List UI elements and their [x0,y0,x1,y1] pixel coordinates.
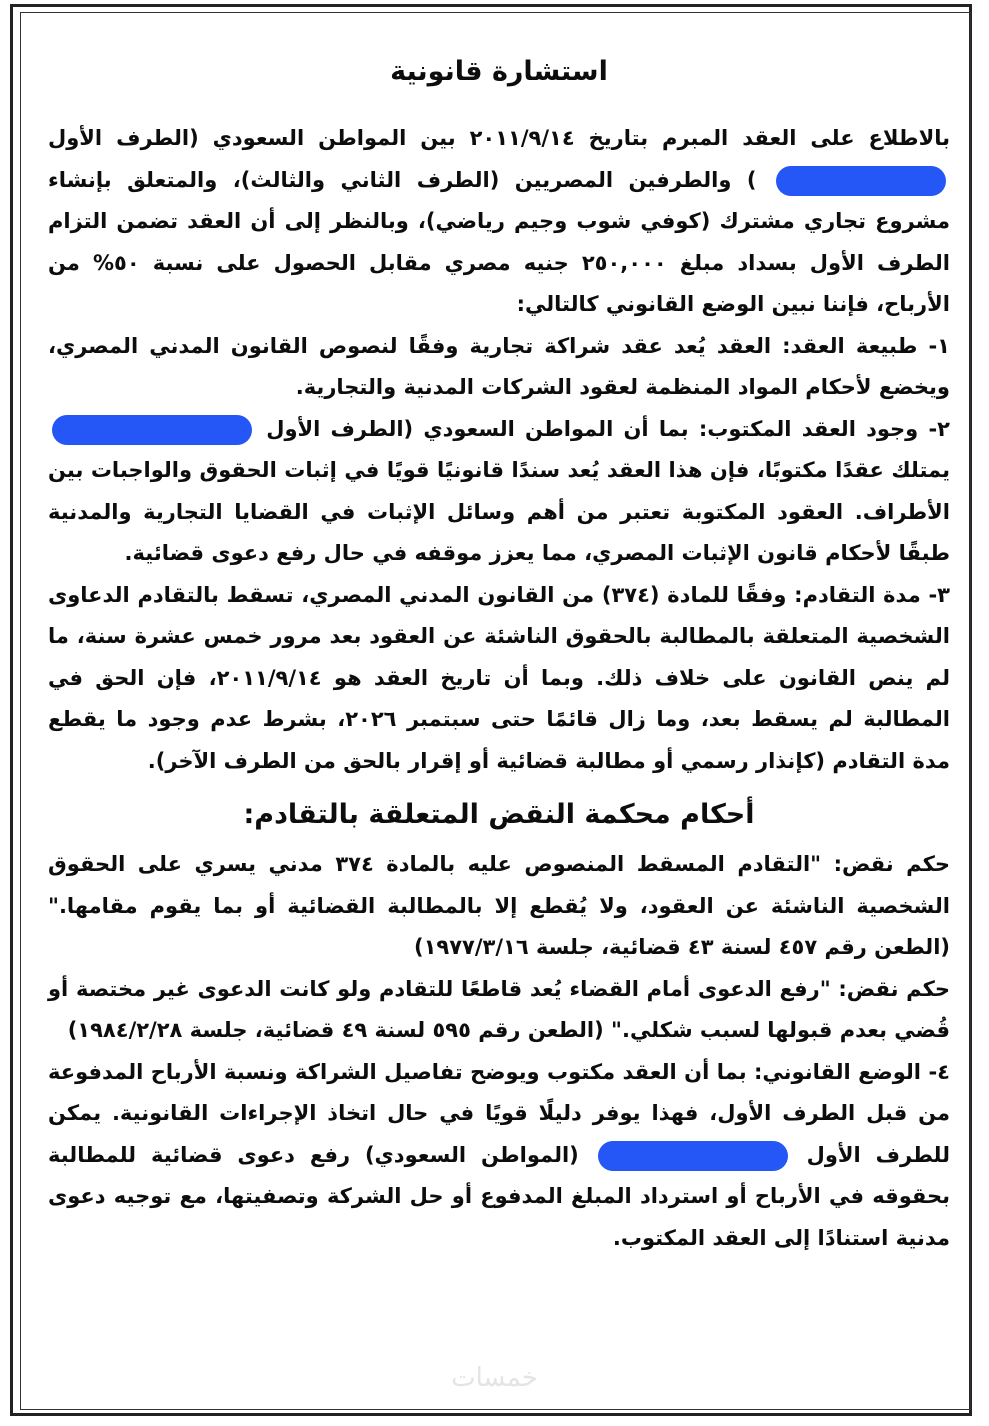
point-3: ٣- مدة التقادم: وفقًا للمادة (٣٧٤) من القانون المدني المصري، تسقط بالتقادم الدعاوى الشخصية المتعلقة بالمطالبة بالحقوق الناشئة عن العقود بعد مرور خمس عشرة سنة، ما لم ينص القانون على خلاف ذلك. وبما أن تاريخ العقد هو ٢٠١١/٩/١٤، فإن الحق في المطالبة لم يسقط بعد، وما زال قائمًا حتى سبتمبر ٢٠٢٦، بشرط عدم وجود ما يقطع مدة التقادم (كإنذار رسمي أو مطالبة قضائية أو إقرار بالحق من الطرف الآخر). [48,582,950,773]
point-2-text-2: يمتلك عقدًا مكتوبًا، فإن هذا العقد يُعد سندًا قانونيًا قويًا في إثبات الحقوق والواجبات بين الأطراف. العقود المكتوبة تعتبر من أهم وسائل الإثبات في القضايا التجارية والمدنية طبقًا لأحكام قانون الإثبات المصري، مما يعزز موقفه في حال رفع دعوى قضائية. [48,458,950,565]
point-4 [48,1052,950,1260]
intro-paragraph [48,118,950,326]
redaction-mark [52,415,252,445]
point-4-text-2: (المواطن السعودي) رفع دعوى قضائية للمطالبة بحقوقه في الأرباح أو استرداد المبلغ المدفوع أو حل الشركة وتصفيتها، مع توجيه دعوى مدنية استنادًا إلى العقد المكتوب. [48,1142,950,1250]
point-2-text-1: ٢- وجود العقد المكتوب: بما أن المواطن السعودي (الطرف الأول [266,416,950,441]
rulings-heading: أحكام محكمة النقض المتعلقة بالتقادم: [243,799,755,830]
point-4-text-1: ٤- الوضع القانوني: بما أن العقد مكتوب ويوضح تفاصيل الشراكة ونسبة الأرباح المدفوعة من قبل الطرف الأول، فهذا يوفر دليلًا قويًا في حال اتخاذ الإجراءات القانونية. يمكن للطرف الأول [48,1059,951,1167]
ruling-1: حكم نقض: "التقادم المسقط المنصوص عليه بالمادة ٣٧٤ مدني يسري على الحقوق الشخصية الناشئة عن العقود، ولا يُقطع إلا بالمطالبة القضائية أو بما يقوم مقامها." (الطعن رقم ٤٥٧ لسنة ٤٣ قضائية، جلسة ١٩٧٧/٣/١٦) [48,852,950,959]
document-title: استشارة قانونية [390,56,608,87]
document-body [48,44,950,1259]
ruling-2: حكم نقض: "رفع الدعوى أمام القضاء يُعد قاطعًا للتقادم ولو كانت الدعوى غير مختصة أو قُضي بعدم قبولها لسبب شكلي." (الطعن رقم ٥٩٥ لسنة ٤٩ قضائية، جلسة ١٩٨٤/٢/٢٨) [48,976,950,1042]
point-2 [48,409,950,575]
redaction-mark [598,1141,788,1171]
point-1: ١- طبيعة العقد: العقد يُعد عقد شراكة تجارية وفقًا لنصوص القانون المدني المصري، ويخضع لأحكام المواد المنظمة لعقود الشركات المدنية والتجارية. [48,333,950,399]
watermark-logo: خمسات [451,1363,538,1393]
intro-text-1: بالاطلاع على العقد المبرم بتاريخ ٢٠١١/٩/١٤ بين المواطن السعودي (الطرف الأول [48,126,950,150]
intro-text-2: ) والطرفين المصريين (الطرف الثاني والثالث)، والمتعلق بإنشاء مشروع تجاري مشترك (كوفي شوب وجيم رياضي)، وبالنظر إلى أن العقد تضمن التزام الطرف الأول بسداد مبلغ ٢٥٠,٠٠٠ جنيه مصري مقابل الحصول على نسبة ٥٠% من الأرباح، فإننا نبين الوضع القانوني كالتالي: [48,167,950,316]
redaction-mark [776,166,946,196]
